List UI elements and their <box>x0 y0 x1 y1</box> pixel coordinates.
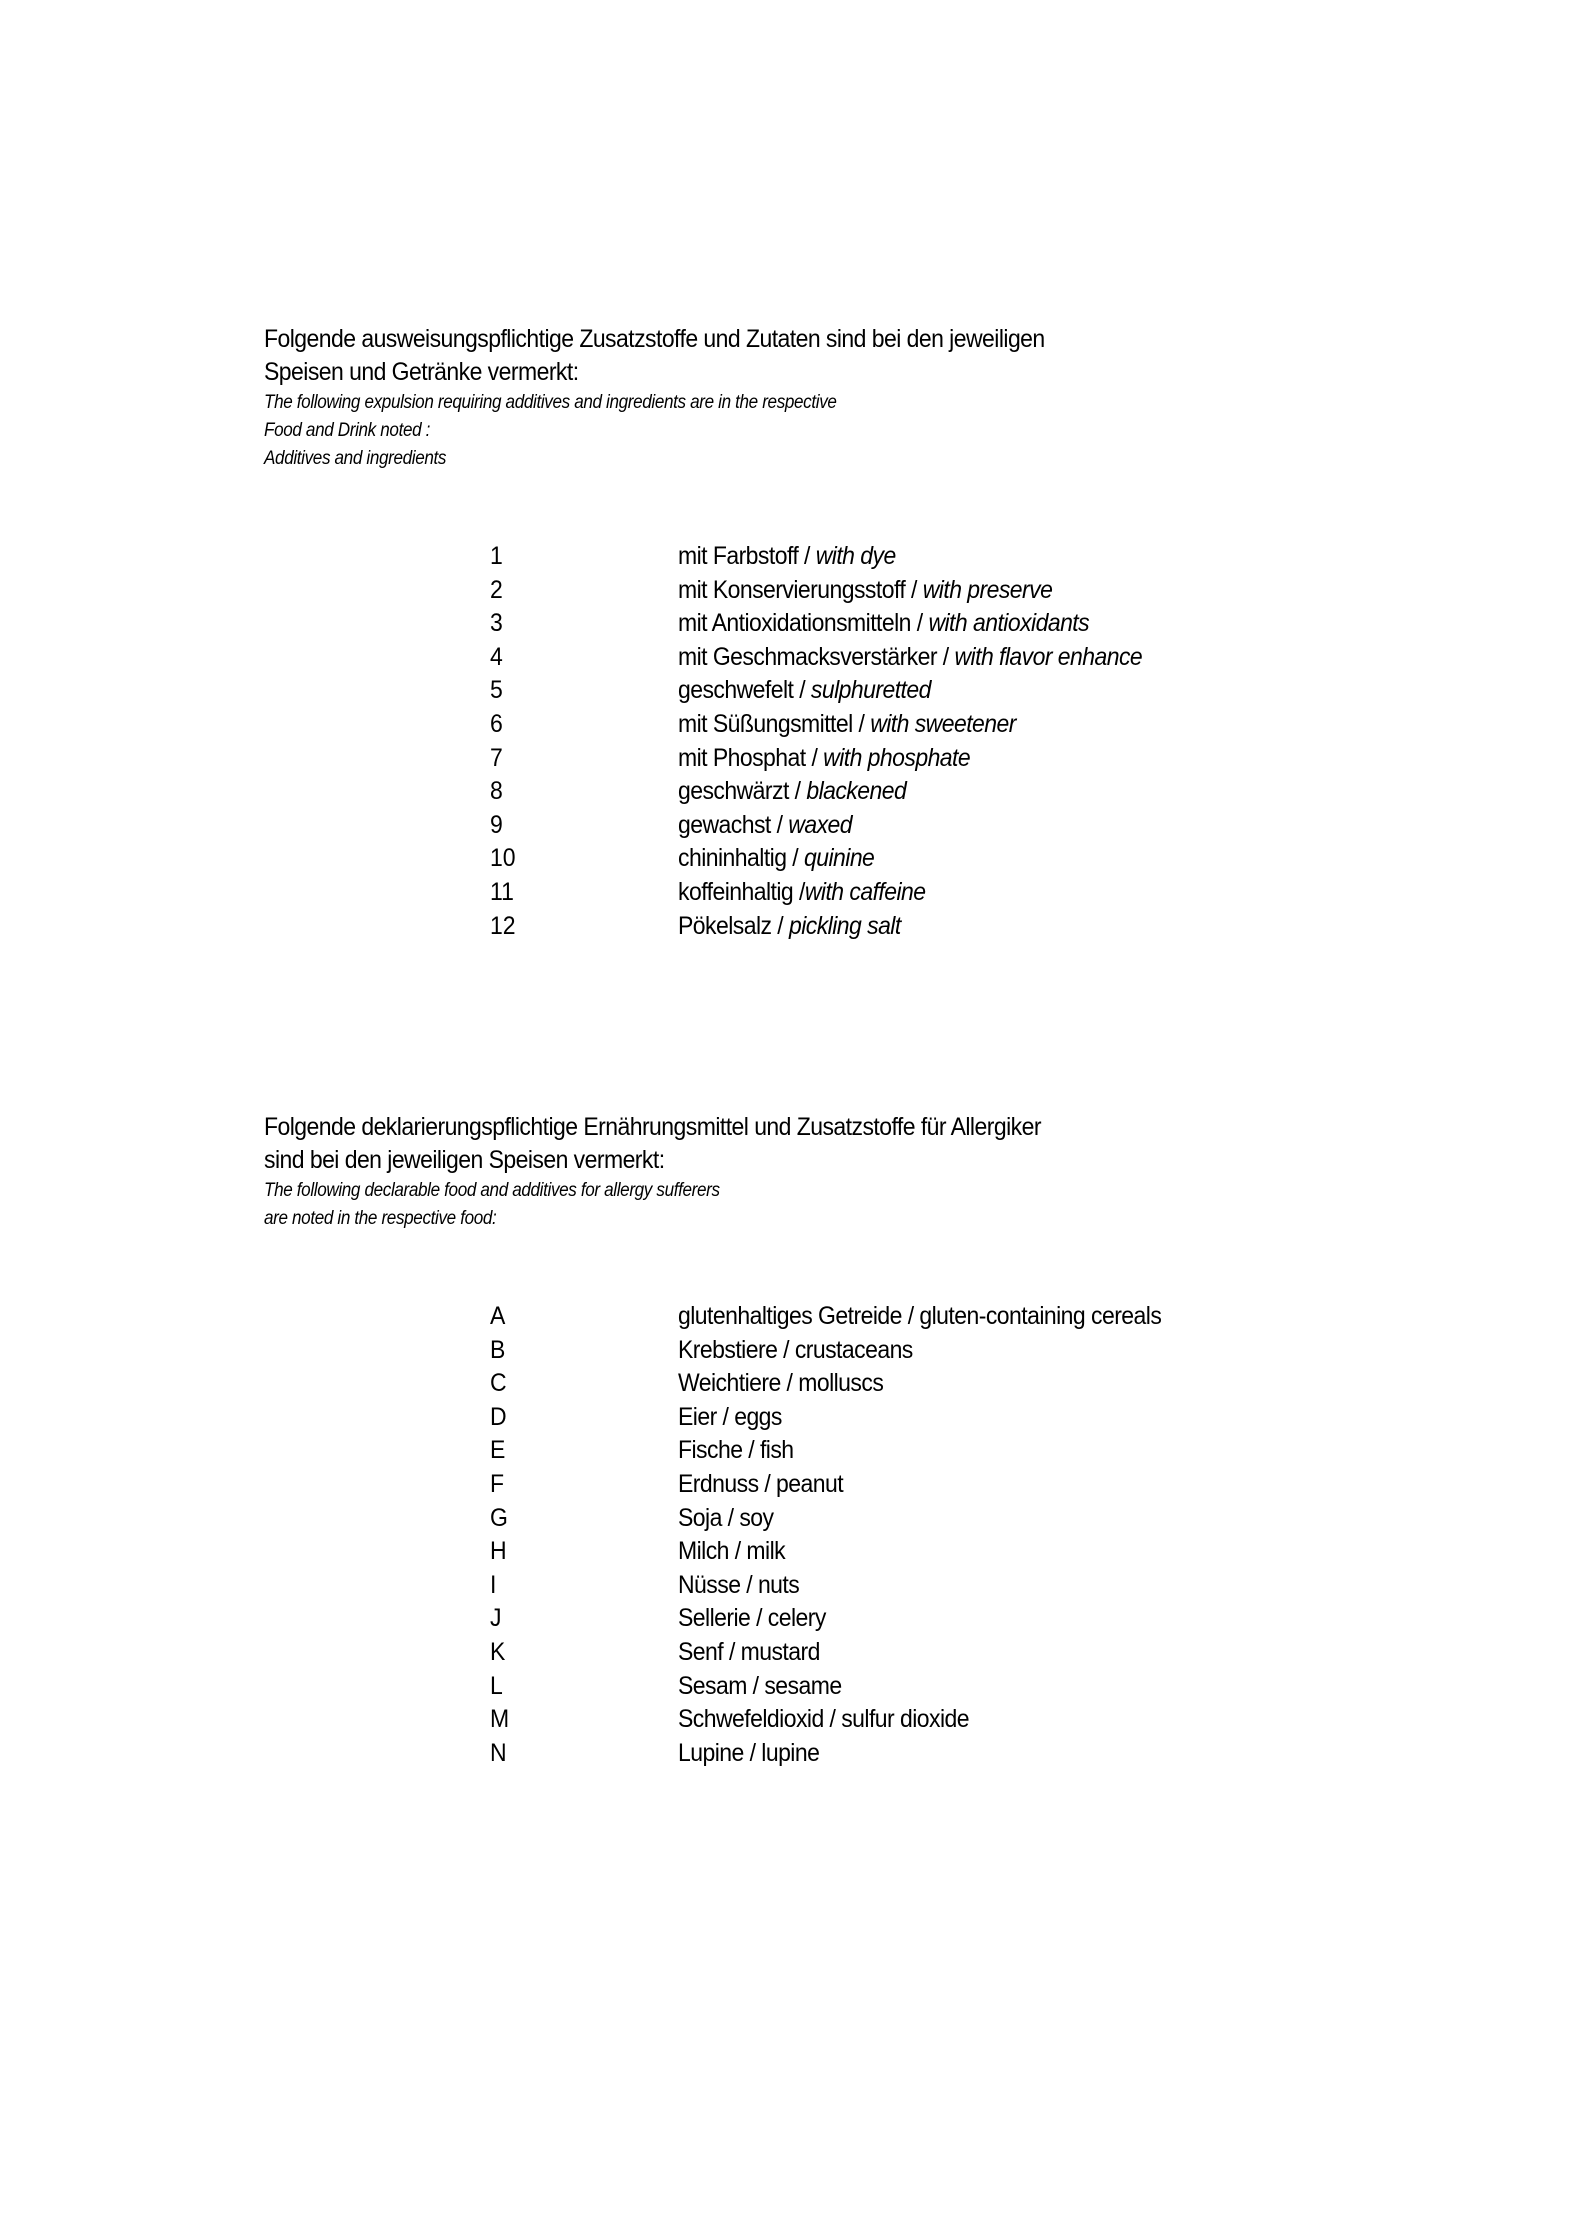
additive-code: 10 <box>490 844 516 873</box>
allergen-text: Senf / mustard <box>678 1637 820 1666</box>
allergen-row <box>490 1334 1390 1368</box>
allergens-heading-en-line2: are noted in the respective food: <box>264 1208 497 1229</box>
additive-row <box>490 641 1390 675</box>
additive-code: 8 <box>490 777 503 806</box>
additive-row <box>490 540 1390 574</box>
additive-en: with caffeine <box>804 877 926 906</box>
additive-row <box>490 607 1390 641</box>
additive-en: quinine <box>803 844 875 873</box>
allergen-code: A <box>490 1302 506 1330</box>
allergens-intro <box>264 1111 1264 1233</box>
additive-row <box>490 809 1390 843</box>
additive-code: 11 <box>490 877 514 906</box>
allergen-code: I <box>490 1570 497 1599</box>
additive-row <box>490 574 1390 608</box>
additive-de: Pökelsalz / <box>678 911 789 940</box>
allergen-text: Sellerie / celery <box>678 1604 826 1633</box>
allergen-code: G <box>490 1503 508 1532</box>
additive-de: mit Farbstoff / <box>678 542 816 570</box>
allergen-text: Lupine / lupine <box>678 1738 820 1767</box>
allergen-row <box>490 1636 1390 1670</box>
additive-en: waxed <box>788 810 853 839</box>
allergen-code: F <box>490 1469 505 1498</box>
allergen-code: J <box>490 1604 502 1633</box>
allergen-row <box>490 1737 1390 1771</box>
additives-heading-en-line3: Additives and ingredients <box>264 448 447 469</box>
additive-de: geschwärzt / <box>678 777 807 806</box>
additive-en: blackened <box>806 777 907 806</box>
allergens-heading-de-line1: Folgende deklarierungspflichtige Ernährungsmittel und Zusatzstoffe für Allergiker <box>264 1113 1041 1141</box>
allergen-code: N <box>490 1738 507 1767</box>
additive-de: gewachst / <box>678 810 789 839</box>
additives-list <box>490 540 1390 943</box>
additive-row <box>490 910 1390 944</box>
additives-heading-de-line2: Speisen und Getränke vermerkt: <box>264 358 579 386</box>
allergens-list <box>490 1300 1390 1770</box>
additives-heading-en-line1: The following expulsion requiring additives and ingredients are in the respective <box>264 392 837 413</box>
additive-en: with sweetener <box>870 709 1016 738</box>
additives-heading-en-line2: Food and Drink noted : <box>264 420 431 441</box>
additive-row <box>490 842 1390 876</box>
allergen-code: E <box>490 1436 506 1465</box>
allergen-code: L <box>490 1671 503 1700</box>
allergen-code: D <box>490 1402 507 1431</box>
additive-row <box>490 708 1390 742</box>
allergen-text: Fische / fish <box>678 1436 794 1465</box>
additive-row <box>490 876 1390 910</box>
allergen-text: Sesam / sesame <box>678 1671 842 1700</box>
additive-de: geschwefelt / <box>678 676 811 705</box>
additive-en: with antioxidants <box>928 609 1090 638</box>
additive-row <box>490 674 1390 708</box>
allergen-text: Erdnuss / peanut <box>678 1469 844 1498</box>
allergen-text: Weichtiere / molluscs <box>678 1369 884 1398</box>
additive-en: sulphuretted <box>810 676 931 705</box>
additive-de: chininhaltig / <box>678 844 804 873</box>
additive-de: mit Süßungsmittel / <box>678 709 871 738</box>
allergen-row <box>490 1401 1390 1435</box>
additive-code: 4 <box>490 642 503 671</box>
additives-intro <box>264 323 1264 473</box>
allergen-text: Krebstiere / crustaceans <box>678 1335 913 1364</box>
allergens-heading-en-line1: The following declarable food and additives for allergy sufferers <box>264 1180 720 1201</box>
allergen-row <box>490 1535 1390 1569</box>
additive-row <box>490 775 1390 809</box>
allergen-row <box>490 1502 1390 1536</box>
allergen-code: H <box>490 1537 507 1566</box>
additive-en: pickling salt <box>788 911 901 940</box>
additive-de: koffeinhaltig / <box>678 877 805 906</box>
allergen-row <box>490 1367 1390 1401</box>
additive-code: 6 <box>490 709 503 738</box>
allergen-text: Nüsse / nuts <box>678 1570 800 1599</box>
allergen-code: K <box>490 1637 506 1666</box>
additive-en: with preserve <box>922 575 1053 604</box>
allergen-row <box>490 1703 1390 1737</box>
allergen-text: Soja / soy <box>678 1503 774 1532</box>
allergens-heading-de-line2: sind bei den jeweiligen Speisen vermerkt: <box>264 1146 665 1174</box>
additive-en: with dye <box>815 542 896 570</box>
additive-de: mit Antioxidationsmitteln / <box>678 609 929 638</box>
allergen-row <box>490 1300 1390 1334</box>
allergen-text: glutenhaltiges Getreide / gluten-containing cereals <box>678 1302 1162 1330</box>
allergen-text: Eier / eggs <box>678 1402 782 1431</box>
additive-code: 7 <box>490 743 503 772</box>
allergen-code: B <box>490 1335 506 1364</box>
additives-heading-de-line1: Folgende ausweisungspflichtige Zusatzstoffe und Zutaten sind bei den jeweiligen <box>264 325 1045 353</box>
additive-code: 5 <box>490 676 503 705</box>
additive-code: 1 <box>490 542 503 570</box>
allergen-row <box>490 1434 1390 1468</box>
additive-en: with phosphate <box>823 743 971 772</box>
allergen-row <box>490 1569 1390 1603</box>
allergen-code: M <box>490 1705 510 1734</box>
additive-row <box>490 742 1390 776</box>
allergen-text: Milch / milk <box>678 1537 786 1566</box>
allergen-row <box>490 1602 1390 1636</box>
additive-code: 3 <box>490 609 503 638</box>
additive-code: 9 <box>490 810 503 839</box>
allergen-row <box>490 1468 1390 1502</box>
additive-de: mit Geschmacksverstärker / <box>678 642 955 671</box>
additive-en: with flavor enhance <box>954 642 1143 671</box>
additive-code: 2 <box>490 575 503 604</box>
allergen-row <box>490 1670 1390 1704</box>
allergen-text: Schwefeldioxid / sulfur dioxide <box>678 1705 970 1734</box>
additive-de: mit Konservierungsstoff / <box>678 575 923 604</box>
additive-de: mit Phosphat / <box>678 743 824 772</box>
allergen-code: C <box>490 1369 507 1398</box>
additive-code: 12 <box>490 911 516 940</box>
